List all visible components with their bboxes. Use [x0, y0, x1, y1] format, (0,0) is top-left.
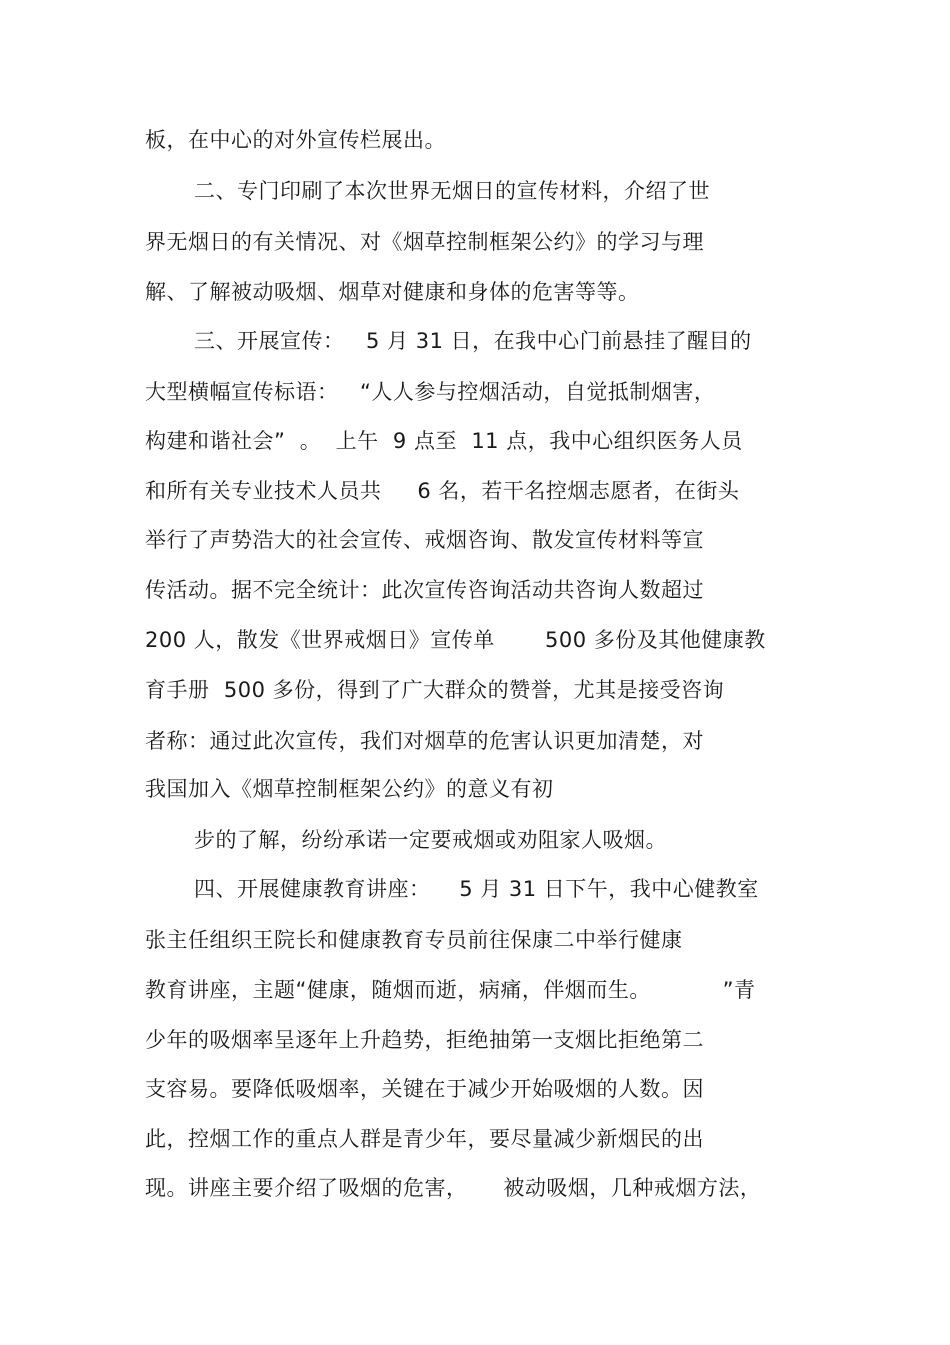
text-line: 和所有关专业技术人员共 6 名，若干名控烟志愿者，在街头: [145, 479, 740, 503]
text-line: 育手册 500 多份，得到了广大群众的赞誉，尤其是接受咨询: [145, 678, 725, 702]
text-line: 界无烟日的有关情况、对《烟草控制框架公约》的学习与理: [145, 230, 704, 254]
text-line: 解、了解被动吸烟、烟草对健康和身体的危害等等。: [145, 280, 640, 304]
text-line: 传活动。据不完全统计：此次宣传咨询活动共咨询人数超过: [145, 578, 704, 602]
text-line: 大型横幅宣传标语： “人人参与控烟活动，自觉抵制烟害，: [145, 380, 716, 404]
text-line: 张主任组织王院长和健康教育专员前往保康二中举行健康: [145, 928, 683, 952]
text-line: 者称：通过此次宣传，我们对烟草的危害认识更加清楚，对: [145, 729, 704, 753]
text-line: 少年的吸烟率呈逐年上升趋势，拒绝抽第一支烟比拒绝第二: [145, 1028, 704, 1052]
text-line: 200 人，散发《世界戒烟日》宣传单 500 多份及其他健康教: [145, 628, 766, 652]
text-line: 支容易。要降低吸烟率，关键在于减少开始吸烟的人数。因: [145, 1077, 704, 1101]
text-line: 四、开展健康教育讲座： 5 月 31 日下午，我中心健教室: [194, 877, 759, 901]
text-line: 二、专门印刷了本次世界无烟日的宣传材料，介绍了世: [194, 179, 710, 203]
text-line: 举行了声势浩大的社会宣传、戒烟咨询、散发宣传材料等宣: [145, 528, 704, 552]
text-line: 我国加入《烟草控制框架公约》的意义有初: [145, 777, 554, 801]
text-line: 现。讲座主要介绍了吸烟的危害， 被动吸烟，几种戒烟方法，: [145, 1176, 762, 1200]
text-line: 步的了解，纷纷承诺一定要戒烟或劝阻家人吸烟。: [194, 828, 667, 852]
text-line: 构建和谐社会” 。 上午 9 点至 11 点，我中心组织医务人员: [145, 429, 743, 453]
text-line: 板，在中心的对外宣传栏展出。: [145, 128, 446, 152]
text-line: 此，控烟工作的重点人群是青少年，要尽量减少新烟民的出: [145, 1127, 704, 1151]
text-line: 教育讲座，主题“健康，随烟而逝，病痛，伴烟而生。 ”青: [145, 978, 756, 1002]
text-line: 三、开展宣传： 5 月 31 日，在我中心门前悬挂了醒目的: [194, 329, 752, 353]
